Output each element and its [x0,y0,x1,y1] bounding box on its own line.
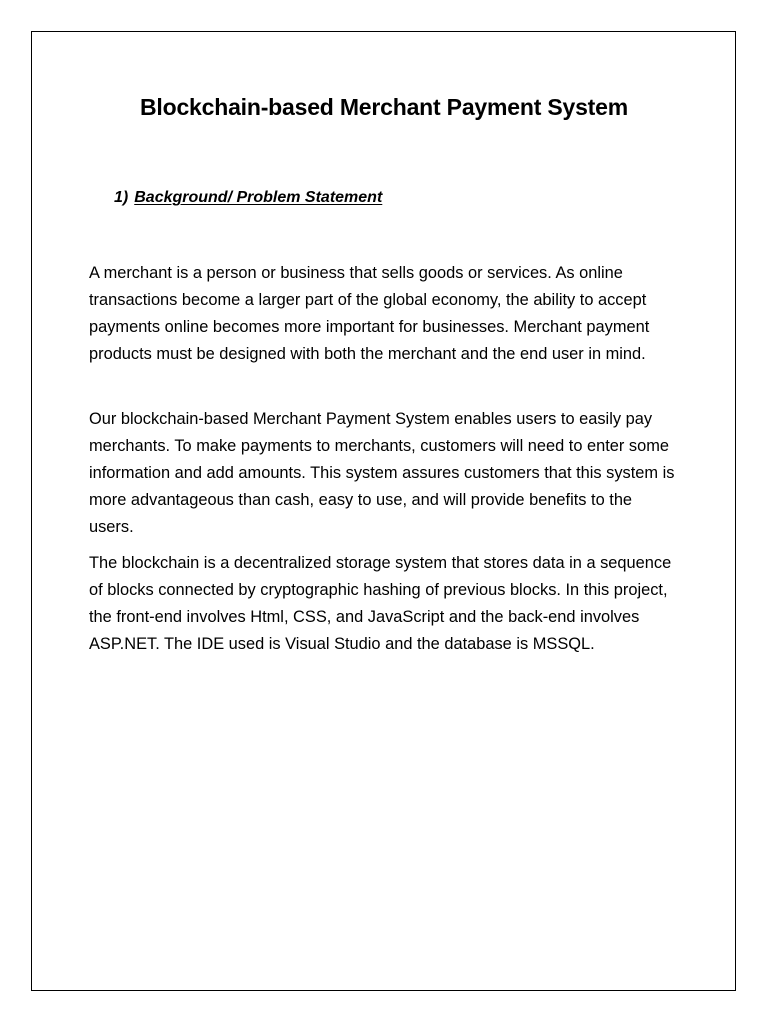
section-number: 1) [114,189,129,206]
document-title: Blockchain-based Merchant Payment System [140,94,628,120]
section-heading-text: Background/ Problem Statement [134,189,383,206]
paragraph-merchant-definition: A merchant is a person or business that sells goods or services. As online transactions become a larger part of the global economy, the ability to accept payments online becomes more important for businesses. Merchant payment products must be designed with both the merchant and the end user in mind. [89,264,650,363]
section-heading [114,189,382,207]
paragraph-blockchain-tech-stack: The blockchain is a decentralized storage system that stores data in a sequence of blocks connected by cryptographic hashing of previous blocks. In this project, the front-end involves Html, CSS, and JavaScript and the back-end involves ASP.NET. The IDE used is Visual Studio and the database is MSSQL. [89,554,672,653]
paragraph-system-overview: Our blockchain-based Merchant Payment System enables users to easily pay merchants. To make payments to merchants, customers will need to enter some information and add amounts. This system assures customers that this system is more advantageous than cash, easy to use, and will provide benefits to the users. [89,410,675,536]
